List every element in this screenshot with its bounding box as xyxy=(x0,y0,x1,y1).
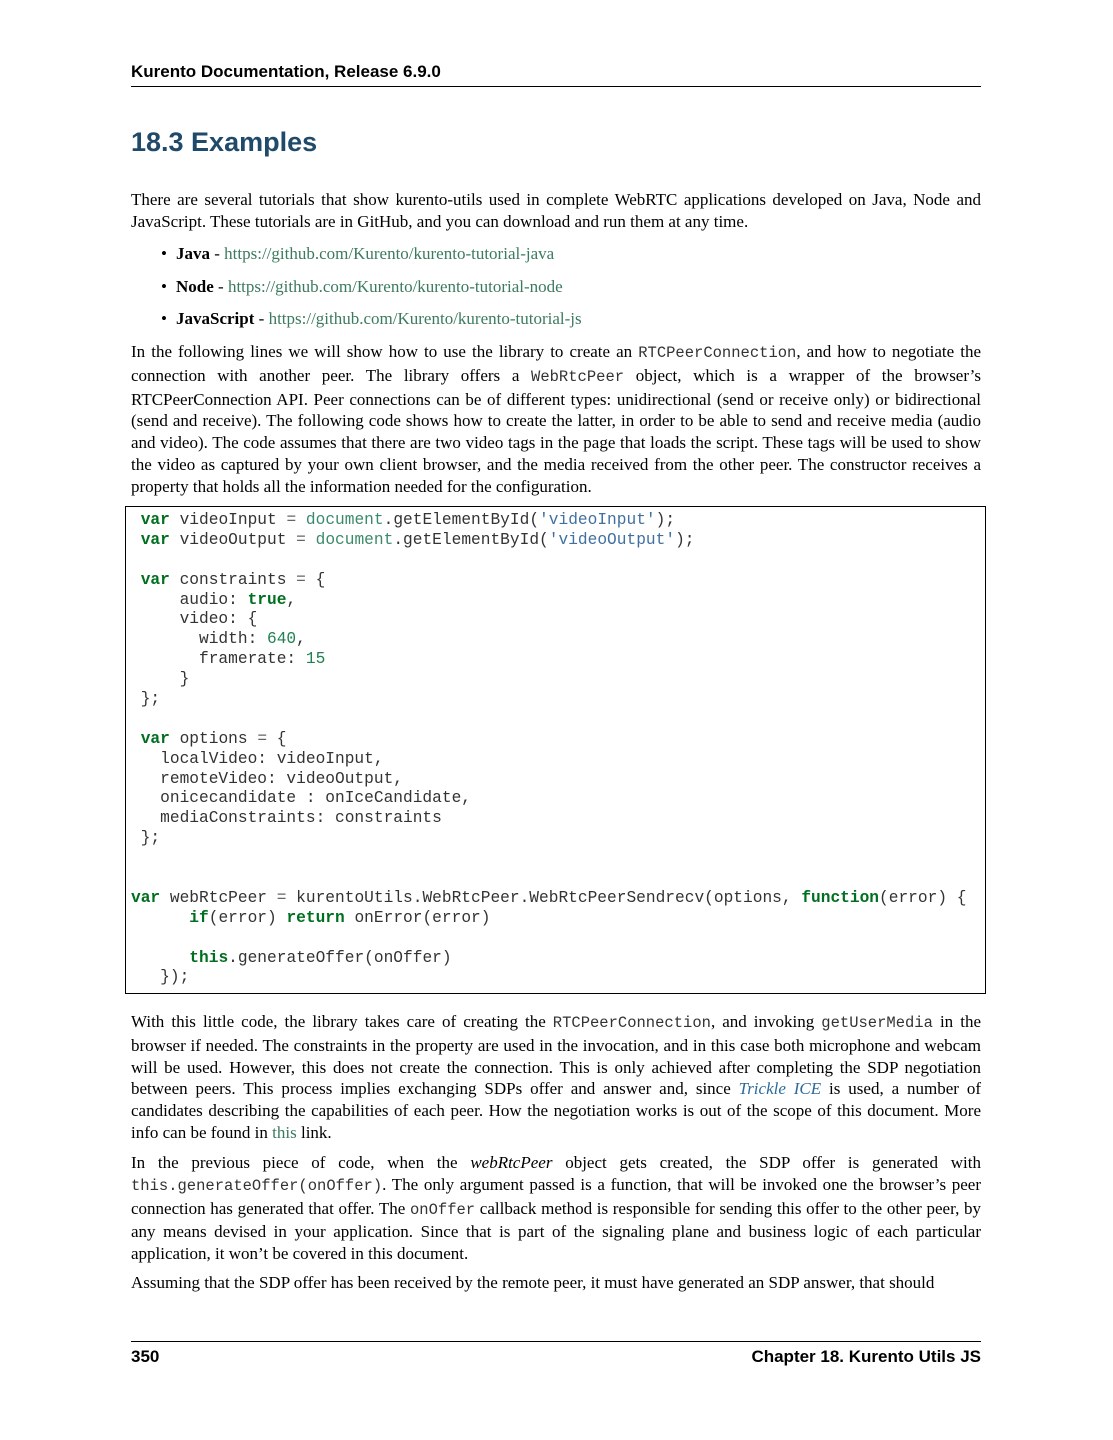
code-line xyxy=(131,511,966,531)
code-token: , xyxy=(286,590,297,609)
code-token: , xyxy=(296,630,306,649)
code-keyword: var xyxy=(140,530,170,549)
code-token: constraints xyxy=(169,570,297,589)
code-token: .getElementById( xyxy=(393,530,549,549)
code-token: document xyxy=(305,511,384,529)
code-number: 15 xyxy=(305,650,326,669)
separator: - xyxy=(210,244,225,263)
code-line xyxy=(131,929,966,949)
code-token: remoteVideo: videoOutput, xyxy=(131,769,403,788)
code-token: options xyxy=(169,729,258,748)
code-line xyxy=(131,750,966,770)
code-keyword: return xyxy=(286,908,345,927)
code-line xyxy=(131,630,966,650)
code-line xyxy=(131,610,966,630)
code-line xyxy=(131,690,966,710)
text: In the following lines we will show how to use the library to create an xyxy=(131,342,639,361)
text: link. xyxy=(296,1122,332,1142)
code-token: = xyxy=(286,511,297,529)
inline-code: RTCPeerConnection xyxy=(552,1014,711,1032)
tutorial-link-node[interactable]: https://github.com/Kurento/kurento-tutorial-node xyxy=(227,276,563,296)
code-token: video: { xyxy=(131,610,258,629)
code-line xyxy=(131,849,966,869)
code-token: = xyxy=(296,530,306,549)
tutorial-item-javascript xyxy=(131,308,981,341)
tutorial-link-javascript[interactable]: https://github.com/Kurento/kurento-tutorial-js xyxy=(268,309,582,328)
code-token xyxy=(131,730,141,748)
code-token: kurentoUtils.WebRtcPeer.WebRtcPeerSendrecv(options, xyxy=(286,888,802,907)
code-line xyxy=(131,571,966,591)
code-token: videoOutput xyxy=(169,530,297,549)
code-token: audio: xyxy=(131,590,248,609)
code-token: .getElementById( xyxy=(383,511,540,529)
text: , and invoking xyxy=(710,1012,822,1031)
tutorial-list xyxy=(131,243,981,341)
code-token: (error) xyxy=(208,908,287,927)
code-line xyxy=(131,789,966,809)
code-line xyxy=(131,770,966,790)
code-token: webRtcPeer xyxy=(160,888,277,907)
text: object, which is a wrapper of the browser’s RTCPeerConnection API. Peer connections can be of different types: unidirectional (send or receive only) or bidirectional (send and receive). The following code shows how to create the latter, in order to be able to send and receive media (audio and video). The code assumes that there are two video tags in the page that loads the script. These tags will be used to show the video as captured by your own client browser, and the media received from the other peer. The constructor receives a property that holds all the information needed for the configuration. xyxy=(131,365,981,496)
code-token xyxy=(296,511,306,529)
tutorial-link-java[interactable]: https://github.com/Kurento/kurento-tutorial-java xyxy=(224,244,555,263)
inline-code: onOffer xyxy=(410,1200,476,1219)
tutorial-name: Java xyxy=(176,244,210,263)
code-token: }; xyxy=(131,829,161,848)
code-token: ); xyxy=(655,511,676,529)
text: object gets created, the SDP offer is generated with xyxy=(552,1153,981,1172)
text: callback method is responsible for sending this offer to the other peer, by any means devised in your application. Since that is part of the signaling plane and business logic of each particular application, it won’t be covered in this document. xyxy=(131,1198,981,1264)
text: In the previous piece of code, when the xyxy=(131,1153,471,1172)
tutorial-item-node xyxy=(131,276,981,309)
separator: - xyxy=(254,309,269,328)
section-heading: 18.3 Examples xyxy=(131,127,318,157)
text: , and how to negotiate the connection with another peer. The library offers a xyxy=(131,342,982,385)
code-keyword: function xyxy=(801,888,880,907)
code-token: }; xyxy=(131,690,161,709)
text: . The only argument passed is a function, that will be invoked one the browser’s peer connection has generated that offer. The xyxy=(131,1174,981,1218)
code-token: (error) { xyxy=(879,888,967,907)
code-token: .generateOffer(onOffer) xyxy=(228,948,452,967)
code-line xyxy=(131,829,966,849)
code-token: localVideo: videoInput, xyxy=(131,749,384,768)
code-token: { xyxy=(267,729,287,748)
code-line xyxy=(131,670,966,690)
code-line xyxy=(131,710,966,730)
code-token: } xyxy=(131,670,190,689)
code-token: = xyxy=(276,888,287,907)
tutorial-item-java xyxy=(131,243,981,276)
inline-code: WebRtcPeer xyxy=(531,367,625,386)
code-token: ); xyxy=(675,530,695,549)
code-keyword: if xyxy=(189,908,209,927)
text: in the browser if needed. The constraints in the property are used in the invocation, and in this case both microphone and webcam will be used. However, this does not create the connection. This is only achieved after completing the SDP negotiation between peers. This process implies exchanging SDPs offer and answer and, since xyxy=(131,1012,981,1099)
explanation-paragraph xyxy=(131,1011,981,1144)
code-line xyxy=(131,730,966,750)
code-number: 640 xyxy=(267,630,297,649)
page-number: 350 xyxy=(131,1347,160,1366)
code-line xyxy=(131,949,966,969)
code-line xyxy=(131,968,966,988)
inline-code: this.generateOffer(onOffer) xyxy=(131,1176,383,1195)
code-token xyxy=(131,531,141,549)
code-keyword: var xyxy=(140,511,170,529)
intro-paragraph xyxy=(131,189,981,233)
code-line xyxy=(131,551,966,571)
text: There are several tutorials that show kurento-utils used in complete WebRTC applications developed on Java, Node and JavaScript. These tutorials are in GitHub, and you can download and run them at any time. xyxy=(131,190,981,231)
code-keyword: this xyxy=(189,948,229,967)
code-token: document xyxy=(315,530,394,549)
tutorial-name: JavaScript xyxy=(176,309,255,328)
code-keyword: var xyxy=(131,888,161,907)
code-line xyxy=(131,650,966,670)
answer-paragraph xyxy=(131,1272,981,1294)
emphasis: webRtcPeer xyxy=(470,1153,553,1172)
code-token: = xyxy=(257,729,268,748)
text: is used, a number of candidates describing the capabilities of each peer. How the negotiation works is out of the scope of this document. More info can be found in xyxy=(131,1079,981,1142)
code-keyword: true xyxy=(247,590,287,609)
code-token xyxy=(306,531,316,549)
code-line xyxy=(131,909,966,929)
code-string: 'videoInput' xyxy=(539,511,656,529)
tutorial-name: Node xyxy=(176,276,214,296)
code-token: mediaConstraints: constraints xyxy=(131,809,442,828)
trickle-ice-link[interactable]: Trickle ICE xyxy=(738,1079,822,1099)
code-token xyxy=(131,949,189,967)
code-token xyxy=(131,511,141,529)
inline-code: getUserMedia xyxy=(821,1014,933,1032)
running-header: Kurento Documentation, Release 6.9.0 xyxy=(131,62,441,81)
code-line xyxy=(131,809,966,829)
code-token: videoInput xyxy=(169,511,287,529)
code-listing xyxy=(131,511,966,988)
chapter-title: Chapter 18. Kurento Utils JS xyxy=(751,1347,981,1366)
running-footer xyxy=(131,1347,981,1367)
code-line xyxy=(131,869,966,889)
code-token: }); xyxy=(131,968,190,987)
separator: - xyxy=(213,276,228,296)
inline-code: RTCPeerConnection xyxy=(638,344,797,362)
text: With this little code, the library takes care of creating the xyxy=(131,1012,553,1031)
footer-rule xyxy=(131,1341,981,1342)
code-keyword: var xyxy=(140,729,170,748)
code-keyword: var xyxy=(140,570,170,589)
header-rule xyxy=(131,86,981,87)
code-block xyxy=(125,506,986,994)
code-token: onError(error) xyxy=(344,908,491,927)
offer-paragraph xyxy=(131,1152,981,1265)
code-token: onicecandidate : onIceCandidate, xyxy=(131,789,471,808)
code-token xyxy=(131,571,141,589)
code-string: 'videoOutput' xyxy=(548,530,676,549)
code-token: { xyxy=(305,570,326,589)
text: Assuming that the SDP offer has been received by the remote peer, it must have generated an SDP answer, that should xyxy=(131,1273,935,1292)
code-token: framerate: xyxy=(131,650,306,669)
code-token: width: xyxy=(131,630,267,649)
more-info-link[interactable]: this xyxy=(272,1122,297,1142)
description-paragraph xyxy=(131,341,981,498)
code-line xyxy=(131,591,966,611)
code-token: = xyxy=(296,570,306,589)
code-line xyxy=(131,531,966,551)
code-line xyxy=(131,889,966,909)
code-token xyxy=(131,909,189,927)
